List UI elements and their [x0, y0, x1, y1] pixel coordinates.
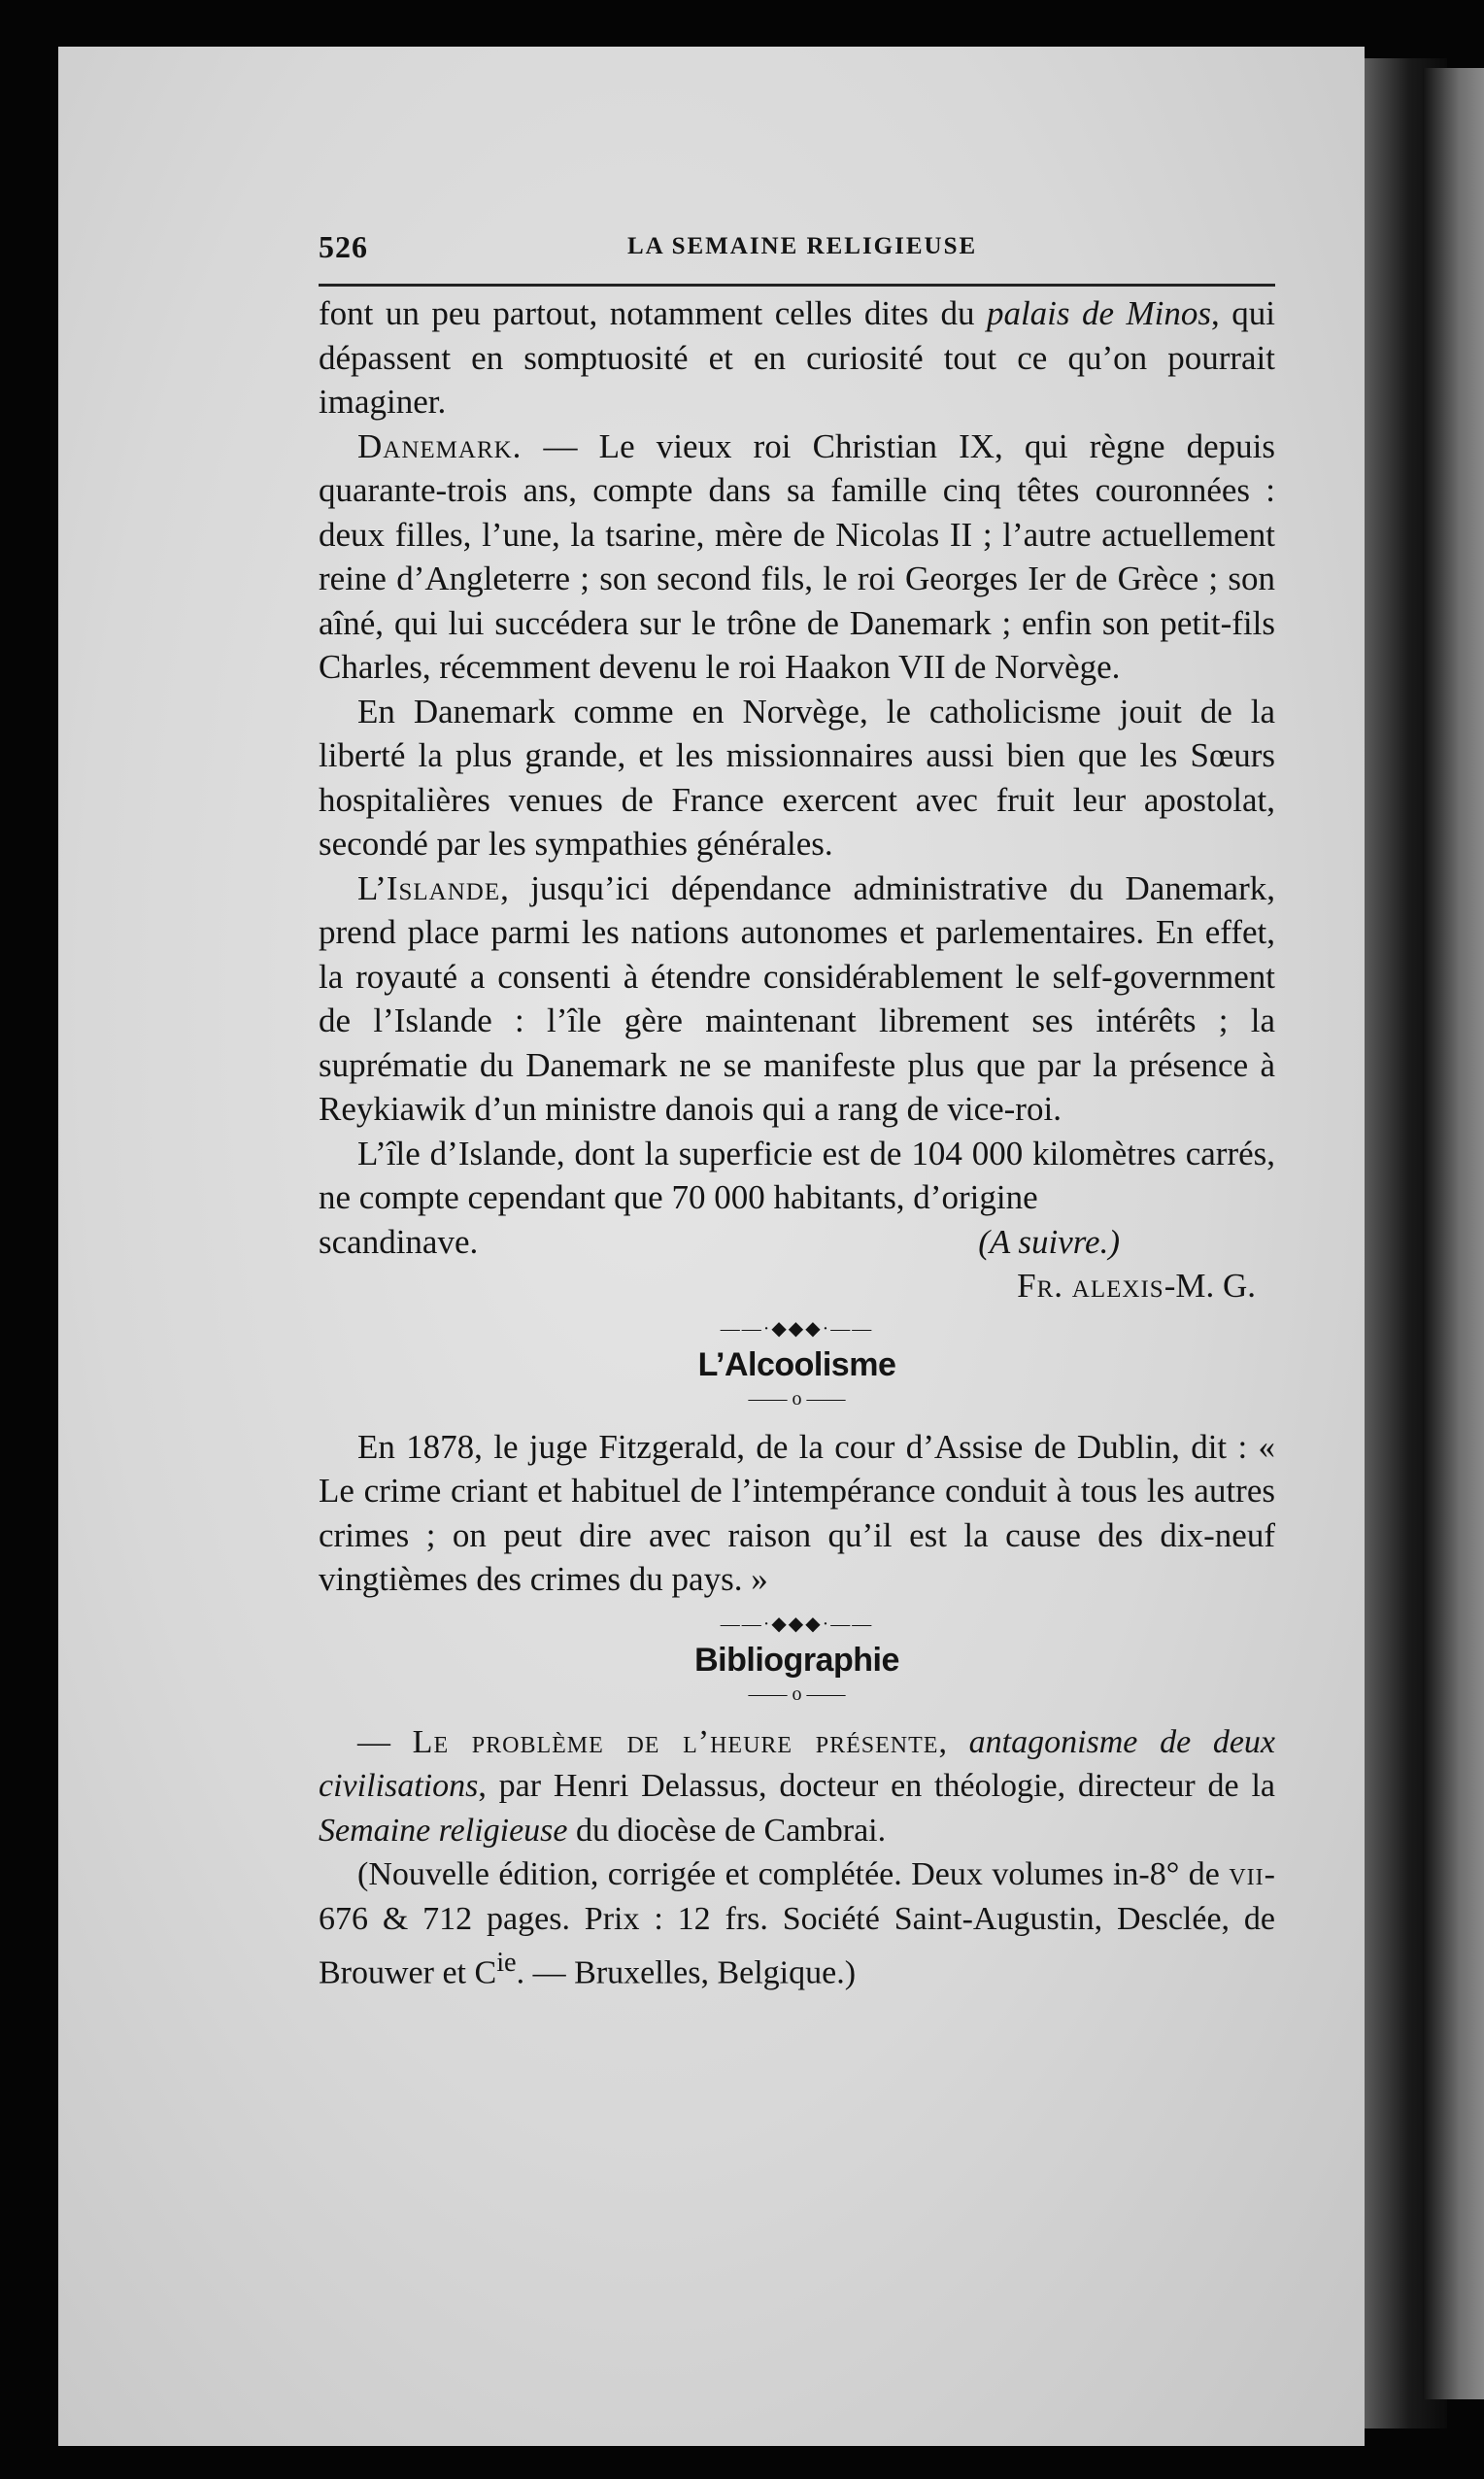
- page-number: 526: [319, 229, 368, 264]
- to-be-continued-line: [319, 1220, 1275, 1265]
- title-rule: —— o ——: [748, 1682, 846, 1705]
- title-rule: —— o ——: [748, 1387, 846, 1409]
- facing-page-edge: [1423, 68, 1484, 2399]
- text-run: L’île d’Islande, dont la superficie est de 104 000 kilomètres carrés, ne compte cependant que 70 000 habitants, d’origine: [319, 1134, 1275, 1216]
- paragraph-danemark: [319, 424, 1275, 690]
- heading-danemark: Danemark.: [357, 426, 523, 465]
- text-run: vii: [1229, 1856, 1265, 1892]
- text-run: alexis: [1071, 1267, 1164, 1305]
- paragraph-bibliographie-entry: [319, 1720, 1275, 1853]
- section-title-bibliographie: Bibliographie: [694, 1641, 899, 1679]
- text-run: , jusqu’ici dépendance administrative du Danemark, prend place parmi les nations autonomes et parlementaires. En effet, la royauté a consenti à étendre considérablement le self-government de l’Islande : l’île gère maintenant librement ses intérêts ; la suprématie du Danemark ne se manifeste plus que par la présence à Reykiawik d’un ministre danois qui a rang de vice-roi.: [319, 868, 1275, 1128]
- italic-run: antagonisme de deux civilisations: [319, 1723, 1276, 1804]
- text-run: Fr.: [1017, 1267, 1064, 1305]
- text-run: -676 & 712 pages. Prix : 12 frs. Société Saint-Augustin, Desclée, de Brouwer et C: [319, 1856, 1275, 1991]
- text-run: [1063, 1267, 1072, 1305]
- section-divider-ornament: ——·◆◆◆·——: [720, 1613, 874, 1635]
- superscript: ie: [496, 1948, 517, 1978]
- paragraph-catholicisme: En Danemark comme en Norvège, le catholicisme jouit de la liberté la plus grande, et les missionnaires aussi bien que les Sœurs hospitalières venues de France exercent avec fruit leur apostolat, secondé par les sympathies générales.: [319, 692, 1275, 863]
- text-run: . — Bruxelles, Belgique.): [516, 1954, 857, 1991]
- text-run: — Le vieux roi Christian IX, qui règne depuis quarante-trois ans, compte dans sa famille cinq têtes couronnées : deux filles, l’une, la tsarine, mère de Nicolas II ; l’autre actuellement reine d’Angleterre ; son second fils, le roi Georges Ier de Grèce ; son aîné, qui lui succédera sur le trône de Danemark ; enfin son petit-fils Charles, récemment devenu le roi Haakon VII de Norvège.: [319, 426, 1275, 686]
- paragraph-superficie: [319, 1132, 1275, 1220]
- book-title: Le problème de l’heure présente: [412, 1723, 939, 1760]
- text-run: -M. G.: [1164, 1267, 1256, 1305]
- text-run: , par Henri Delassus, docteur en théologie, directeur de la: [478, 1768, 1275, 1804]
- to-be-continued-note: (A suivre.): [978, 1222, 1120, 1261]
- text-run: scandinave.: [319, 1222, 479, 1261]
- heading-islande: Islande: [386, 868, 501, 907]
- section-title-alcoolisme: L’Alcoolisme: [697, 1345, 896, 1383]
- text-run: du diocèse de Cambrai.: [567, 1812, 887, 1849]
- section-divider-ornament: ——·◆◆◆·——: [720, 1317, 874, 1340]
- page-body: [319, 291, 1275, 1995]
- running-head: LA SEMAINE RELIGIEUSE: [627, 233, 978, 259]
- text-run: (Nouvelle édition, corrigée et complétée. Deux volumes in-8° de: [357, 1856, 1230, 1892]
- paragraph-islande: [319, 866, 1275, 1132]
- page-header: [319, 229, 1275, 287]
- author-signature: [319, 1264, 1275, 1308]
- text-run: , qui dépassent en somptuosité et en curiosité tout ce qu’on pourrait imaginer.: [319, 294, 1275, 421]
- italic-run: Semaine religieuse: [319, 1812, 568, 1849]
- text-run: L’: [357, 868, 387, 907]
- paragraph-bibliographie-details: [319, 1852, 1275, 1995]
- text-run: ,: [938, 1723, 969, 1760]
- text-run: font un peu partout, notamment celles dites du: [319, 294, 987, 332]
- paragraph-alcoolisme: En 1878, le juge Fitzgerald, de la cour d’Assise de Dublin, dit : « Le crime criant et habituel de l’intempérance conduit à tous les autres crimes ; on peut dire avec raison qu’il est la cause des dix-neuf vingtièmes des crimes du pays. »: [319, 1427, 1275, 1598]
- paragraph-intro: [319, 291, 1275, 424]
- italic-run: palais de Minos: [986, 294, 1212, 332]
- text-run: —: [357, 1723, 413, 1760]
